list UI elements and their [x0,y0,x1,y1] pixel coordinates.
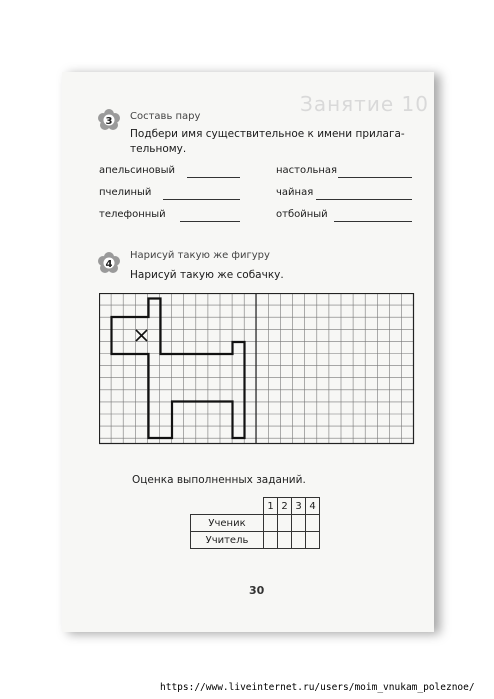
grade-cell[interactable] [306,515,320,532]
answer-line[interactable] [338,177,412,178]
table-row [191,532,320,549]
column-header: 1 [264,498,278,515]
grade-cell[interactable] [306,532,320,549]
answer-line[interactable] [334,221,412,222]
pair-right-2: чайная [276,187,314,198]
answer-line[interactable] [163,199,240,200]
table-row [191,515,320,532]
task3-instruction-line2: тельному. [130,143,187,155]
page-number: 30 [249,584,265,597]
pair-right-3: отбойный [276,209,328,220]
row-label: Ученик [191,515,264,532]
task3-title: Составь пару [130,111,201,122]
pair-left-1: апельсиновый [99,165,176,176]
grading-title: Оценка выполненных заданий. [132,474,306,486]
row-label: Учитель [191,532,264,549]
source-url[interactable]: https://www.liveinternet.ru/users/moim_vnukam_poleznoe/ [160,682,475,693]
pair-left-2: пчелиный [99,187,152,198]
task3-instruction-line1: Подбери имя существительное к имени прилага- [130,128,405,140]
grade-cell[interactable] [292,515,306,532]
grading-table [190,497,320,549]
answer-line[interactable] [316,199,412,200]
flower-number-icon [98,109,120,131]
grade-cell[interactable] [278,532,292,549]
task4-instruction: Нарисуй такую же собачку. [130,269,284,281]
dog-figure [112,299,245,439]
table-row [191,498,320,515]
grade-cell[interactable] [292,532,306,549]
task4-number: 4 [105,259,113,270]
ghost-header: Занятие 10 [300,92,429,116]
pair-left-3: телефонный [99,209,166,220]
column-header: 4 [306,498,320,515]
grade-cell[interactable] [264,515,278,532]
grade-cell[interactable] [278,515,292,532]
drawing-grid[interactable] [99,293,415,445]
answer-line[interactable] [187,177,240,178]
grade-cell[interactable] [264,532,278,549]
flower-number-icon [98,252,120,274]
column-header: 3 [292,498,306,515]
answer-line[interactable] [180,221,240,222]
dog-eye-icon [136,330,147,341]
column-header: 2 [278,498,292,515]
task3-number: 3 [105,116,113,127]
task4-title: Нарисуй такую же фигуру [130,250,270,261]
pair-right-1: настольная [276,165,338,176]
